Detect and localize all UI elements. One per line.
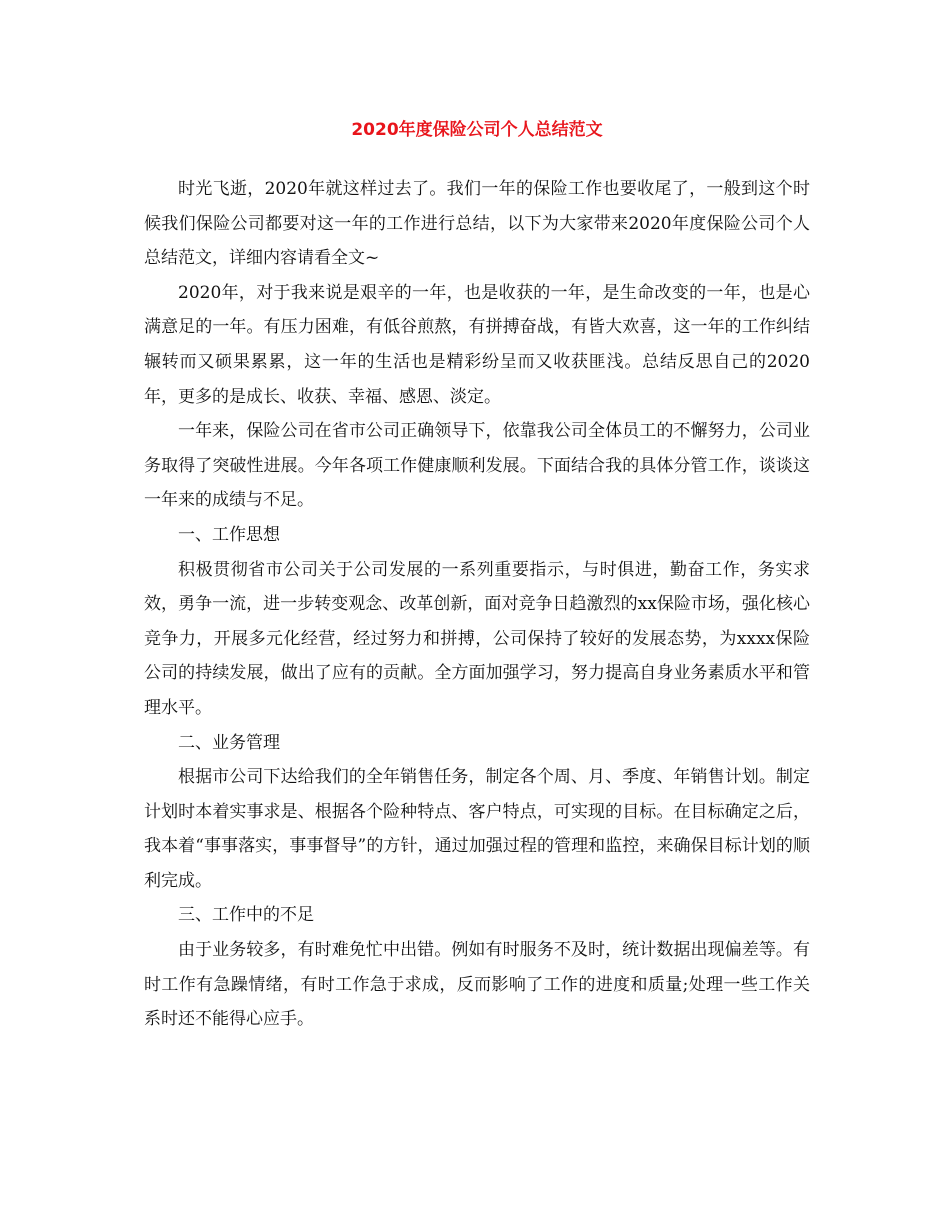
paragraph-company-progress: 一年来，保险公司在省市公司正确领导下，依靠我公司全体员工的不懈努力，公司业务取得了突破性进展。今年各项工作健康顺利发展。下面结合我的具体分管工作，谈谈这一年来的成绩与不足。: [144, 421, 810, 511]
document-title: 2020年度保险公司个人总结范文: [351, 120, 603, 140]
paragraph-business-management: 根据市公司下达给我们的全年销售任务，制定各个周、月、季度、年销售计划。制定计划时本着实事求是、根据各个险种特点、客户特点，可实现的目标。在目标确定之后，我本着“事事落实，事事督导”的方针，通过加强过程的管理和监控，来确保目标计划的顺利完成。: [144, 767, 810, 891]
paragraph-work-thinking: 积极贯彻省市公司关于公司发展的一系列重要指示，与时俱进，勤奋工作，务实求效，勇争一流，进一步转变观念、改革创新，面对竞争日趋激烈的xx保险市场，强化核心竞争力，开展多元化经营，经过努力和拼搏，公司保持了较好的发展态势，为xxxx保险公司的持续发展，做出了应有的贡献。全方面加强学习，努力提高自身业务素质水平和管理水平。: [144, 559, 810, 718]
section-heading-business-management: 二、业务管理: [178, 732, 280, 753]
paragraph-intro: 时光飞逝，2020年就这样过去了。我们一年的保险工作也要收尾了，一般到这个时候我们保险公司都要对这一年的工作进行总结，以下为大家带来2020年度保险公司个人总结范文，详细内容请看全文~: [144, 179, 810, 269]
paragraph-year-review: 2020年，对于我来说是艰辛的一年，也是收获的一年，是生命改变的一年，也是心满意足的一年。有压力困难，有低谷煎熬，有拼搏奋战，有皆大欢喜，这一年的工作纠结辗转而又硕果累累，这一年的生活也是精彩纷呈而又收获匪浅。总结反思自己的2020年，更多的是成长、收获、幸福、感恩、淡定。: [144, 282, 810, 407]
section-heading-work-thinking: 一、工作思想: [178, 524, 280, 545]
document-body: [144, 172, 810, 1037]
paragraph-shortcomings: 由于业务较多，有时难免忙中出错。例如有时服务不及时，统计数据出现偏差等。有时工作有急躁情绪，有时工作急于求成，反而影响了工作的进度和质量;处理一些工作关系时还不能得心应手。: [144, 940, 810, 1030]
section-heading-shortcomings: 三、工作中的不足: [178, 905, 314, 926]
